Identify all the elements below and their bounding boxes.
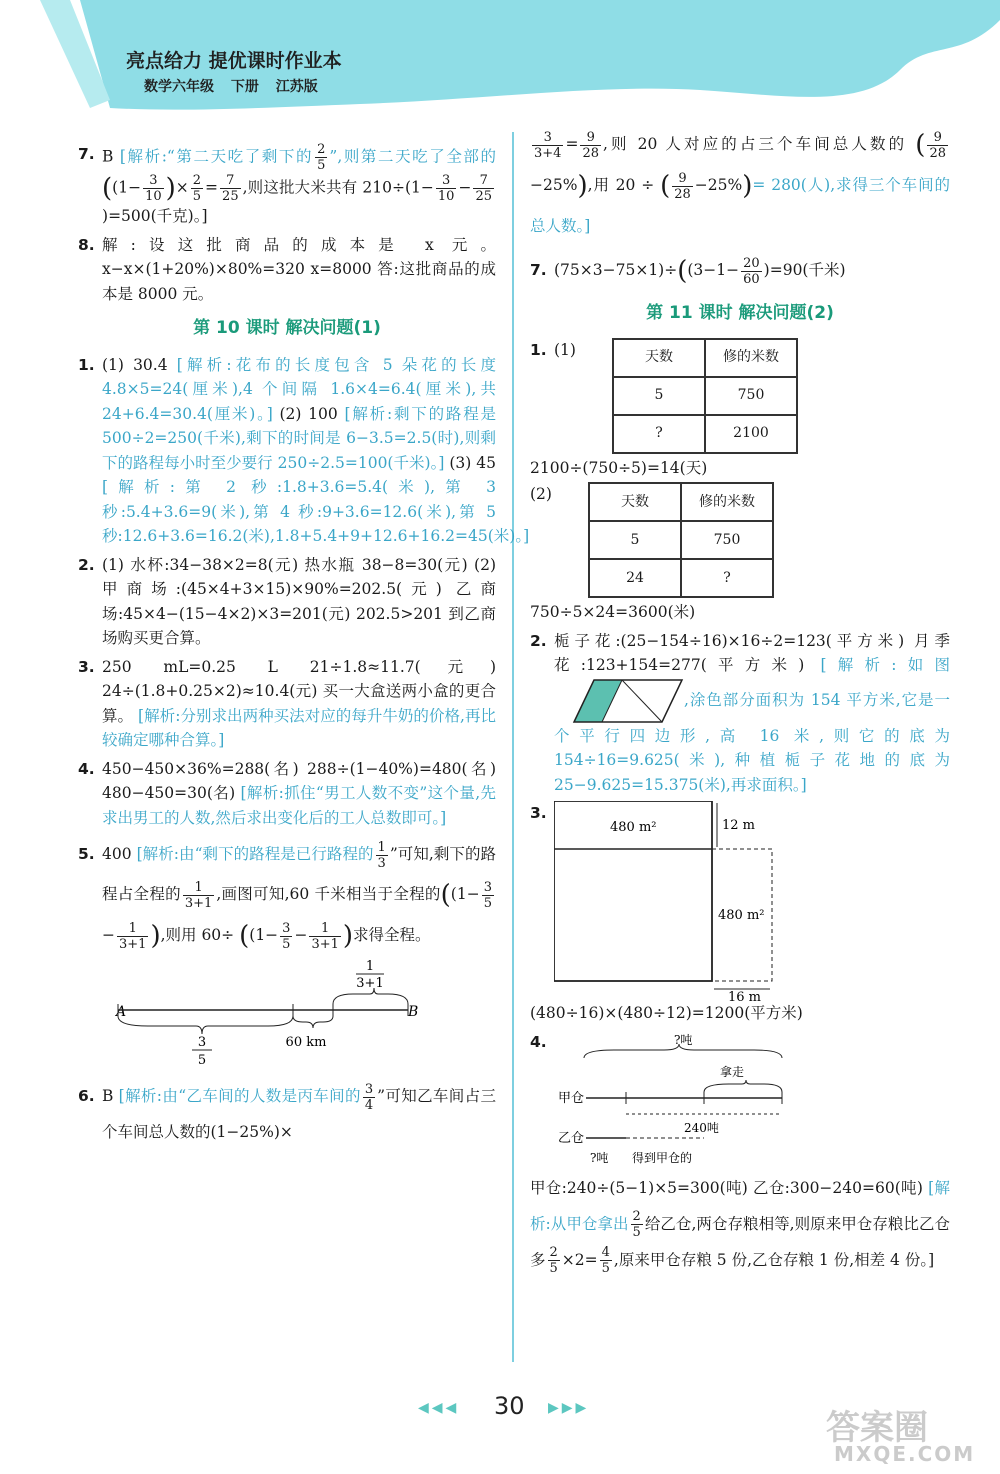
right-column <box>530 124 950 1282</box>
svg-text:60 km: 60 km <box>285 1035 327 1050</box>
svg-text:甲仓: 甲仓 <box>558 1090 585 1106</box>
lesson-11-title: 第 11 课时 解决问题(2) <box>646 303 834 323</box>
granary-segment-diagram <box>554 1030 814 1170</box>
svg-text:拿走: 拿走 <box>720 1064 745 1079</box>
segment-diagram <box>78 960 478 1070</box>
table-row: 24 ? <box>589 559 773 597</box>
footer-arrows-right: ▶▶▶ <box>548 1400 590 1416</box>
point-b-label: B <box>408 1004 419 1020</box>
left-column <box>78 142 530 1154</box>
answer-l10-4: 4. 450−450×36%=288(名) 288÷(1−40%)=480(名) 480−450=30(名) [解析:抓住“男工人数不变”这个量,先求出男工的人数,然后求出变化后的工人总数即可。] <box>78 759 496 827</box>
svg-text:乙仓: 乙仓 <box>558 1130 585 1146</box>
table-2: 天数 修的米数 5 750 24 ? <box>588 482 774 598</box>
answer-l11-4: 4. ?吨 拿走 甲仓 240吨 乙仓 ?吨 得到甲仓的 甲仓:240÷(5−1)×5=300(吨) 乙仓:300−240=60(吨) [解析:从甲仓拿出 $\frac{2}{5}$ 给乙仓,两仓存粮相等,则原来甲仓存粮比乙仓多 $\frac{2}{5}$ ×2= $\frac{4}{5}$ ,原来甲仓存粮 5 份,乙仓存粮 1 份,相差 4 份。] <box>530 1030 950 1278</box>
table-row: 5 750 <box>613 377 797 415</box>
point-a-label: A <box>116 1004 127 1020</box>
answer-l11-2: 2. 栀子花:(25−154÷16)×16÷2=123(平方米) 月季花:123+154=277(平方米) [解析:如图 ,涂色部分面积为 154 平方米,它是一个平行四边形,高 16 米,则它的底为 154÷16=9.625(米),种植栀子花地的底为 25−9.625=15.375(米),再求面积。] <box>530 631 950 794</box>
lesson-10-title: 第 10 课时 解决问题(1) <box>193 318 381 338</box>
svg-text:得到甲仓的: 得到甲仓的 <box>632 1150 693 1165</box>
watermark-logo: 答案圈 <box>826 1408 928 1448</box>
answer-7-right: 7. (75×3−75×1)÷((3−1− $\frac{20}{60}$ )=90(千米) <box>530 255 846 287</box>
parallelogram-figure <box>554 678 684 724</box>
page-number: 30 <box>494 1392 525 1420</box>
svg-text:?吨: ?吨 <box>674 1032 693 1047</box>
svg-text:5: 5 <box>197 1053 207 1068</box>
rectangle-area-figure <box>554 801 804 1001</box>
header-subtitle: 数学六年级 下册 江苏版 <box>144 79 318 95</box>
fraction: $\frac{2}{5}$ <box>317 142 326 173</box>
answer-7: 7. B [解析:“第二天吃了剩下的 $\frac{2}{5}$ ”,则第二天吃了全部的 ((1− $\frac{3}{10}$ )× $\frac{2}{5}$ = $\frac{7}{25}$ ,则这批大米共有 210÷(1− $\frac{3}{10}$ − $\frac{7}{25}$ )=500(千克)。] <box>78 142 496 225</box>
svg-text:1: 1 <box>365 960 375 974</box>
svg-text:480 m²: 480 m² <box>718 908 765 923</box>
svg-text:?吨: ?吨 <box>590 1150 609 1165</box>
table-row: ? 2100 <box>613 415 797 453</box>
svg-text:12 m: 12 m <box>722 818 756 833</box>
answer-l11-3: 3. 480 m² 480 m² 12 m 16 m (480÷16)×(480÷12)=1200(平方米) <box>530 801 950 1026</box>
answer-l10-3: 3. 250 mL=0.25 L 21÷1.8≈11.7(元) 24÷(1.8+0.25×2)≈10.4(元) 买一大盒送两小盒的更合算。 [解析:分别求出两种买法对应的每升牛奶的价格,再比较确定哪种合算。] <box>78 657 496 749</box>
bottom-brace <box>118 1016 293 1034</box>
column-divider <box>512 132 514 1362</box>
svg-text:240吨: 240吨 <box>684 1120 719 1135</box>
answer-l10-2: 2. (1) 水杯:34−38×2=8(元) 热水瓶 38−8=30(元) (2) 甲商场:(45×4+3×15)×90%=202.5(元) 乙商场:45×4−(15−4×2)×3=201(元) 202.5>201 到乙商场购买更合算。 <box>78 555 496 647</box>
answer-l10-6: 6. B [解析:由“乙车间的人数是丙车间的 $\frac{3}{4}$ ”可知乙车间占三个车间总人数的(1−25%)× <box>78 1081 496 1141</box>
watermark-url: MXQE.COM <box>834 1442 976 1466</box>
footer-arrows-left: ◀◀◀ <box>418 1400 460 1416</box>
answer-l10-5: 5. 400 [解析:由“剩下的路程是已行路程的 $\frac{1}{3}$ ”可知,剩下的路程占全程的 $\frac{1}{3+1}$ ,画图可知,60 千米相当于全程的((1− $\frac{3}{5}$ − $\frac{1}{3+1}$ ),则用 60÷ ((1− $\frac{3}{5}$ − $\frac{1}{3+1}$ )求得全程。 <box>78 839 496 952</box>
svg-text:3+1: 3+1 <box>356 976 384 991</box>
svg-text:16 m: 16 m <box>728 990 762 1001</box>
svg-text:480 m²: 480 m² <box>610 820 657 835</box>
table-1: 天数 修的米数 5 750 ? 2100 <box>612 338 798 454</box>
svg-text:3: 3 <box>197 1035 207 1050</box>
answer-6-continued: $\frac{3}{3+4}$ = $\frac{9}{28}$ ,则 20 人对应的占三个车间总人数的 ( $\frac{9}{28}$ −25%),用 20 ÷ ( $\frac{9}{28}$ −25%)= 280(人),求得三个车间的总人数。] <box>530 129 950 235</box>
answer-8: 8. 解:设这批商品的成本是 x 元。 x−x×(1+20%)×80%=320 x=8000 答:这批商品的成本是 8000 元。 <box>78 235 496 303</box>
answer-l10-1: 1. (1) 30.4 [解析:花布的长度包含 5 朵花的长度4.8×5=24(厘米),4 个间隔 1.6×4=6.4(厘米),共 24+6.4=30.4(厘米)。] (2) 100 [解析:剩下的路程是 500÷2=250(千米),剩下的时间是 6−3.5=2.5(时),则剩下的路程每小时至少要行 250÷2.5=100(千米)。] (3) 45 [解析:第 2 秒:1.8+3.6=5.4(米),第 3 秒:5.4+3.6=9(米),第 4 秒:9+3.6=12.6(米),第 5 秒:12.6+3.6=16.2(米),1.8+5.4+9+12.6+16.2=45(米)。] <box>78 355 530 545</box>
header-title: 亮点给力 提优课时作业本 <box>126 50 342 72</box>
answer-l11-1: 1. (1) 天数 修的米数 5 750 ? 2100 2100÷(750÷5)=14(天) (2) 天数 修的米数 5 750 24 ? 750÷5×24=3600(米) <box>530 338 950 625</box>
table-row: 5 750 <box>589 521 773 559</box>
